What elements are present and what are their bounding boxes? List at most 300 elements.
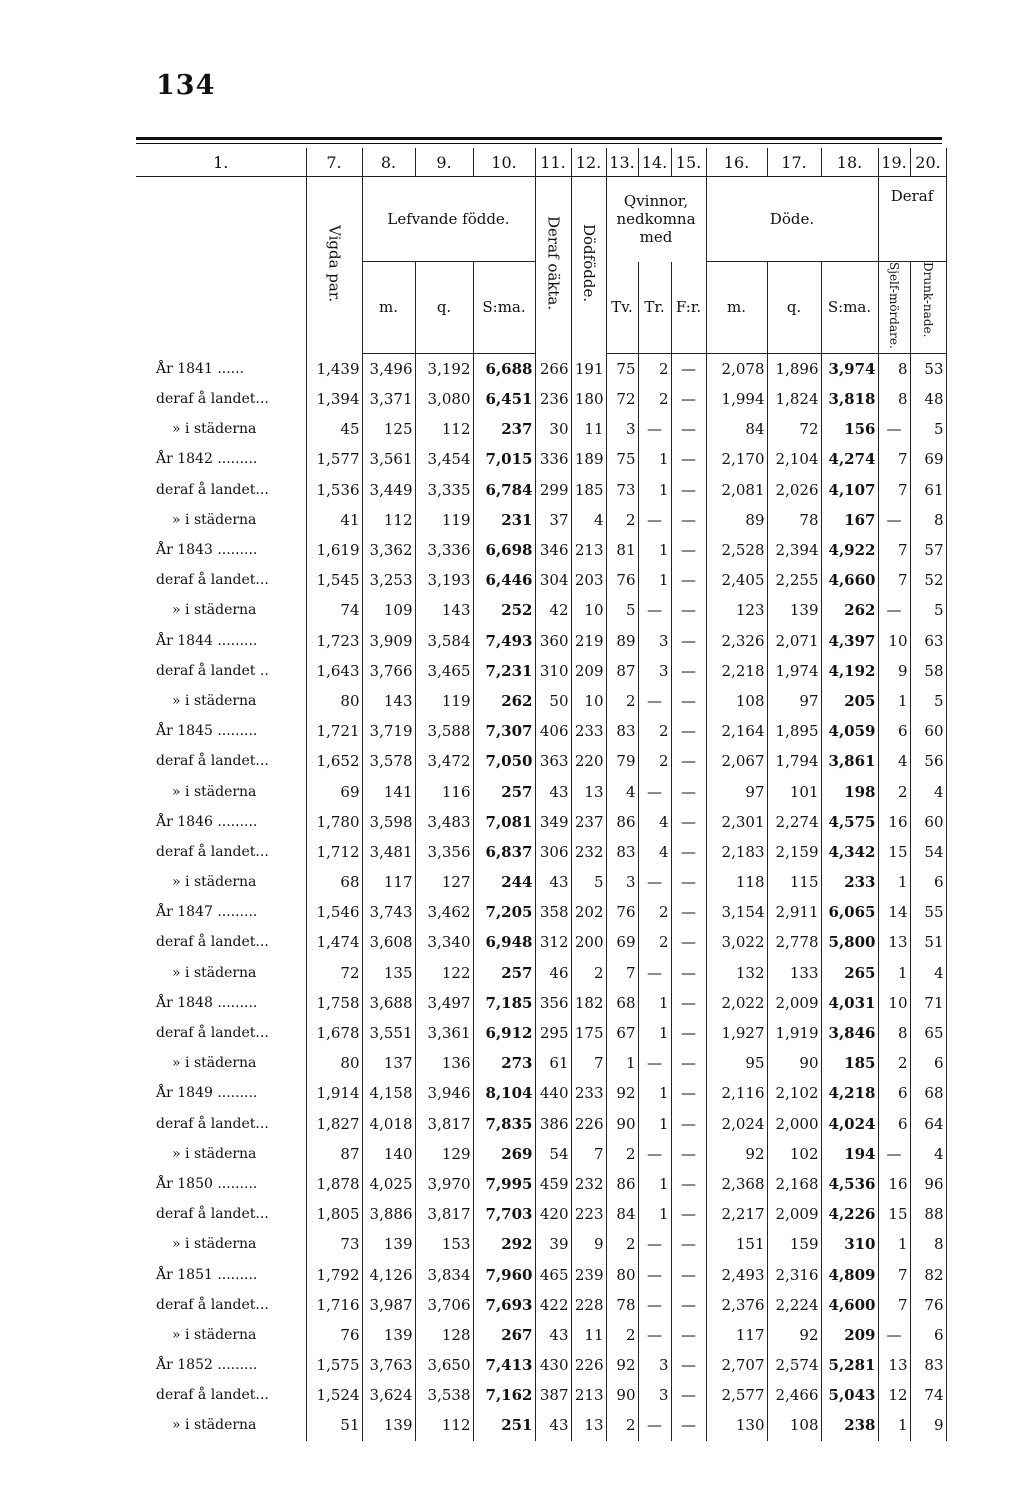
- table-cell: 7,162: [473, 1380, 535, 1410]
- table-cell: 4,126: [362, 1259, 415, 1289]
- table-cell: 74: [306, 595, 362, 625]
- table-cell: 143: [415, 595, 473, 625]
- table-cell: —: [638, 776, 671, 806]
- table-cell: 2,301: [706, 807, 767, 837]
- table-cell: 109: [362, 595, 415, 625]
- table-cell: 67: [606, 1018, 638, 1048]
- table-cell: 2: [571, 958, 606, 988]
- table-cell: 76: [910, 1290, 946, 1320]
- table-cell: 14: [878, 897, 910, 927]
- table-cell: 3,497: [415, 988, 473, 1018]
- table-cell: 1,994: [706, 384, 767, 414]
- table-cell: 202: [571, 897, 606, 927]
- table-cell: 1: [638, 1169, 671, 1199]
- column-number: 12.: [571, 148, 606, 177]
- table-cell: —: [638, 1229, 671, 1259]
- table-cell: 1: [638, 535, 671, 565]
- table-cell: 9: [571, 1229, 606, 1259]
- table-cell: 5: [606, 595, 638, 625]
- table-cell: 72: [606, 384, 638, 414]
- table-cell: 185: [821, 1048, 878, 1078]
- table-cell: —: [671, 1380, 706, 1410]
- table-cell: 3,080: [415, 384, 473, 414]
- table-cell: 64: [910, 1108, 946, 1138]
- table-cell: 356: [535, 988, 571, 1018]
- table-cell: 8: [910, 505, 946, 535]
- table-cell: 2,159: [767, 837, 821, 867]
- table-cell: 346: [535, 535, 571, 565]
- table-cell: 4,536: [821, 1169, 878, 1199]
- table-cell: 71: [910, 988, 946, 1018]
- column-number: 14.: [638, 148, 671, 177]
- table-cell: 43: [535, 867, 571, 897]
- table-cell: 2: [606, 686, 638, 716]
- table-cell: —: [671, 1018, 706, 1048]
- table-cell: 2,778: [767, 927, 821, 957]
- table-cell: 420: [535, 1199, 571, 1229]
- row-label: » i städerna: [136, 595, 306, 625]
- table-cell: 304: [535, 565, 571, 595]
- table-cell: 3,483: [415, 807, 473, 837]
- table-cell: —: [671, 656, 706, 686]
- table-cell: 13: [571, 776, 606, 806]
- table-cell: 97: [706, 776, 767, 806]
- table-cell: —: [671, 1410, 706, 1440]
- table-cell: 82: [910, 1259, 946, 1289]
- label-header-blank: [136, 177, 306, 354]
- table-cell: 2,274: [767, 807, 821, 837]
- row-label: År 1841 ......: [136, 353, 306, 384]
- table-cell: 46: [535, 958, 571, 988]
- table-cell: 358: [535, 897, 571, 927]
- table-cell: 3,192: [415, 353, 473, 384]
- table-cell: —: [671, 958, 706, 988]
- table-cell: 3,454: [415, 444, 473, 474]
- header-dode-sma: S:ma.: [821, 262, 878, 354]
- table-cell: 1,652: [306, 746, 362, 776]
- table-cell: 128: [415, 1320, 473, 1350]
- table-cell: 2,911: [767, 897, 821, 927]
- table-cell: 3,253: [362, 565, 415, 595]
- table-cell: 237: [473, 414, 535, 444]
- table-cell: 3,688: [362, 988, 415, 1018]
- table-cell: 102: [767, 1139, 821, 1169]
- table-row: [136, 505, 946, 535]
- table-cell: 1: [878, 1229, 910, 1259]
- table-cell: 68: [910, 1078, 946, 1108]
- table-cell: 4: [910, 776, 946, 806]
- table-cell: 75: [606, 353, 638, 384]
- column-number: 11.: [535, 148, 571, 177]
- table-row: [136, 444, 946, 474]
- table-cell: 3,624: [362, 1380, 415, 1410]
- table-cell: 266: [535, 353, 571, 384]
- row-label: deraf å landet...: [136, 1018, 306, 1048]
- table-cell: 3,193: [415, 565, 473, 595]
- table-cell: 90: [606, 1108, 638, 1138]
- table-row: [136, 656, 946, 686]
- table-cell: 9: [878, 656, 910, 686]
- table-cell: 119: [415, 686, 473, 716]
- table-cell: 123: [706, 595, 767, 625]
- table-row: [136, 1018, 946, 1048]
- table-cell: 465: [535, 1259, 571, 1289]
- table-cell: 1,619: [306, 535, 362, 565]
- statistics-table: [136, 148, 947, 1441]
- table-cell: 262: [821, 595, 878, 625]
- table-cell: 80: [306, 686, 362, 716]
- table-cell: 1,927: [706, 1018, 767, 1048]
- table-cell: 6: [878, 1078, 910, 1108]
- table-cell: 135: [362, 958, 415, 988]
- table-cell: 1: [878, 958, 910, 988]
- table-cell: 3,022: [706, 927, 767, 957]
- header-fodde-sma: S:ma.: [473, 262, 535, 354]
- table-cell: 1,577: [306, 444, 362, 474]
- table-cell: 1,536: [306, 475, 362, 505]
- table-row: [136, 807, 946, 837]
- table-cell: —: [671, 384, 706, 414]
- table-cell: 3,496: [362, 353, 415, 384]
- table-row: [136, 595, 946, 625]
- table-cell: 43: [535, 1320, 571, 1350]
- row-label: År 1846 .........: [136, 807, 306, 837]
- row-label: År 1851 .........: [136, 1259, 306, 1289]
- table-cell: 97: [767, 686, 821, 716]
- table-cell: 233: [571, 716, 606, 746]
- table-cell: 136: [415, 1048, 473, 1078]
- table-cell: 48: [910, 384, 946, 414]
- table-cell: 72: [306, 958, 362, 988]
- table-cell: 5,281: [821, 1350, 878, 1380]
- table-row: [136, 1139, 946, 1169]
- table-cell: 132: [706, 958, 767, 988]
- table-cell: 92: [767, 1320, 821, 1350]
- table-row: [136, 1410, 946, 1440]
- table-row: [136, 897, 946, 927]
- table-cell: —: [671, 867, 706, 897]
- table-cell: 3: [638, 625, 671, 655]
- table-cell: 180: [571, 384, 606, 414]
- header-fodde-q: q.: [415, 262, 473, 354]
- table-cell: 73: [606, 475, 638, 505]
- table-cell: 60: [910, 716, 946, 746]
- table-cell: 1,678: [306, 1018, 362, 1048]
- header-qvinnor: Qvinnor, nedkomna med: [606, 177, 706, 262]
- table-row: [136, 384, 946, 414]
- table-cell: 209: [571, 656, 606, 686]
- table-cell: 90: [767, 1048, 821, 1078]
- header-fodde-m: m.: [362, 262, 415, 354]
- table-cell: 2,067: [706, 746, 767, 776]
- row-label: deraf å landet...: [136, 565, 306, 595]
- table-cell: 262: [473, 686, 535, 716]
- table-cell: 4,192: [821, 656, 878, 686]
- table-cell: 10: [878, 625, 910, 655]
- table-cell: 30: [535, 414, 571, 444]
- table-cell: —: [671, 1078, 706, 1108]
- header-tr: Tr.: [638, 262, 671, 354]
- table-cell: —: [671, 837, 706, 867]
- table-cell: 5: [910, 595, 946, 625]
- table-cell: 6,912: [473, 1018, 535, 1048]
- table-cell: 2,024: [706, 1108, 767, 1138]
- table-cell: 7: [571, 1139, 606, 1169]
- table-cell: 7,835: [473, 1108, 535, 1138]
- table-cell: 3,336: [415, 535, 473, 565]
- table-cell: —: [671, 1139, 706, 1169]
- table-cell: 156: [821, 414, 878, 444]
- table-cell: 3,834: [415, 1259, 473, 1289]
- table-cell: —: [671, 927, 706, 957]
- table-cell: 2,164: [706, 716, 767, 746]
- table-cell: 3,706: [415, 1290, 473, 1320]
- row-label: År 1848 .........: [136, 988, 306, 1018]
- table-row: [136, 1169, 946, 1199]
- table-cell: 54: [535, 1139, 571, 1169]
- table-row: [136, 1048, 946, 1078]
- table-cell: 3,449: [362, 475, 415, 505]
- table-cell: 11: [571, 414, 606, 444]
- row-label: deraf å landet...: [136, 837, 306, 867]
- table-cell: 127: [415, 867, 473, 897]
- table-cell: 200: [571, 927, 606, 957]
- table-cell: —: [638, 867, 671, 897]
- table-cell: 360: [535, 625, 571, 655]
- table-cell: 1: [638, 1018, 671, 1048]
- table-cell: 237: [571, 807, 606, 837]
- table-cell: 312: [535, 927, 571, 957]
- table-row: [136, 867, 946, 897]
- table-cell: 213: [571, 535, 606, 565]
- table-cell: 4: [910, 1139, 946, 1169]
- table-cell: —: [638, 1139, 671, 1169]
- table-cell: 203: [571, 565, 606, 595]
- table-cell: 7,493: [473, 625, 535, 655]
- column-number: 7.: [306, 148, 362, 177]
- table-cell: —: [671, 414, 706, 444]
- table-cell: 10: [571, 595, 606, 625]
- table-cell: —: [878, 414, 910, 444]
- table-cell: 1,545: [306, 565, 362, 595]
- table-cell: 7,205: [473, 897, 535, 927]
- table-cell: 1,792: [306, 1259, 362, 1289]
- table-cell: 1,827: [306, 1108, 362, 1138]
- table-cell: 87: [306, 1139, 362, 1169]
- table-row: [136, 1199, 946, 1229]
- table-row: [136, 353, 946, 384]
- table-cell: 306: [535, 837, 571, 867]
- table-cell: 117: [362, 867, 415, 897]
- table-cell: —: [671, 1320, 706, 1350]
- row-label: deraf å landet...: [136, 1199, 306, 1229]
- table-cell: —: [671, 625, 706, 655]
- table-cell: 122: [415, 958, 473, 988]
- table-cell: 115: [767, 867, 821, 897]
- table-row: [136, 625, 946, 655]
- table-cell: 12: [878, 1380, 910, 1410]
- table-cell: 1: [606, 1048, 638, 1078]
- table-cell: 265: [821, 958, 878, 988]
- table-row: [136, 1229, 946, 1259]
- table-cell: 2,078: [706, 353, 767, 384]
- table-cell: —: [671, 353, 706, 384]
- table-cell: 4,107: [821, 475, 878, 505]
- table-row: [136, 1078, 946, 1108]
- table-cell: 2,405: [706, 565, 767, 595]
- table-cell: 5,800: [821, 927, 878, 957]
- table-cell: 75: [606, 444, 638, 474]
- table-cell: 90: [606, 1380, 638, 1410]
- table-cell: 101: [767, 776, 821, 806]
- table-cell: 80: [306, 1048, 362, 1078]
- table-cell: 3,340: [415, 927, 473, 957]
- row-label: deraf å landet ..: [136, 656, 306, 686]
- table-cell: 81: [606, 535, 638, 565]
- table-cell: —: [638, 1048, 671, 1078]
- table-cell: —: [671, 1199, 706, 1229]
- header-dode-q: q.: [767, 262, 821, 354]
- table-cell: 1,758: [306, 988, 362, 1018]
- table-cell: 4,809: [821, 1259, 878, 1289]
- table-cell: 139: [362, 1410, 415, 1440]
- table-cell: 406: [535, 716, 571, 746]
- table-cell: 2,707: [706, 1350, 767, 1380]
- table-cell: 69: [910, 444, 946, 474]
- column-number: 13.: [606, 148, 638, 177]
- table-cell: 2,009: [767, 1199, 821, 1229]
- table-cell: 3,743: [362, 897, 415, 927]
- table-cell: 1: [878, 867, 910, 897]
- table-cell: 86: [606, 1169, 638, 1199]
- table-row: [136, 837, 946, 867]
- header-lefvande-fodde: Lefvande födde.: [362, 177, 535, 262]
- table-cell: —: [638, 686, 671, 716]
- table-cell: 213: [571, 1380, 606, 1410]
- table-row: [136, 565, 946, 595]
- table-cell: 65: [910, 1018, 946, 1048]
- table-cell: 2: [638, 716, 671, 746]
- table-cell: —: [671, 988, 706, 1018]
- table-cell: 8,104: [473, 1078, 535, 1108]
- table-cell: —: [671, 505, 706, 535]
- table-cell: 139: [362, 1229, 415, 1259]
- table-cell: 3,608: [362, 927, 415, 957]
- table-cell: —: [638, 1259, 671, 1289]
- table-cell: 2,577: [706, 1380, 767, 1410]
- table-cell: 1,878: [306, 1169, 362, 1199]
- table-cell: 292: [473, 1229, 535, 1259]
- table-cell: 95: [706, 1048, 767, 1078]
- table-cell: 133: [767, 958, 821, 988]
- table-cell: 336: [535, 444, 571, 474]
- table-cell: 1,896: [767, 353, 821, 384]
- table-cell: —: [671, 1048, 706, 1078]
- table-cell: 2,168: [767, 1169, 821, 1199]
- table-cell: 3,472: [415, 746, 473, 776]
- table-cell: 60: [910, 807, 946, 837]
- table-cell: 257: [473, 958, 535, 988]
- table-cell: 112: [362, 505, 415, 535]
- table-row: [136, 1259, 946, 1289]
- table-cell: 125: [362, 414, 415, 444]
- table-cell: 244: [473, 867, 535, 897]
- table-cell: 1,805: [306, 1199, 362, 1229]
- table-cell: 92: [606, 1350, 638, 1380]
- table-cell: 2,071: [767, 625, 821, 655]
- table-cell: 58: [910, 656, 946, 686]
- table-cell: 119: [415, 505, 473, 535]
- column-number: 17.: [767, 148, 821, 177]
- table-cell: —: [638, 414, 671, 444]
- header-deraf-oakta: Deraf oäkta.: [535, 177, 571, 354]
- table-cell: 3,650: [415, 1350, 473, 1380]
- row-label: deraf å landet...: [136, 384, 306, 414]
- table-cell: 108: [706, 686, 767, 716]
- table-cell: 1: [638, 988, 671, 1018]
- row-label: » i städerna: [136, 776, 306, 806]
- table-cell: —: [638, 958, 671, 988]
- table-cell: 310: [535, 656, 571, 686]
- table-cell: 1,824: [767, 384, 821, 414]
- table-cell: 140: [362, 1139, 415, 1169]
- column-number: 19.: [878, 148, 910, 177]
- table-cell: 4,031: [821, 988, 878, 1018]
- table-cell: 3,588: [415, 716, 473, 746]
- table-cell: 1,716: [306, 1290, 362, 1320]
- table-row: [136, 746, 946, 776]
- table-cell: 83: [606, 837, 638, 867]
- table-cell: 13: [571, 1410, 606, 1440]
- table-cell: 2,081: [706, 475, 767, 505]
- table-cell: 2: [606, 505, 638, 535]
- table-cell: 232: [571, 1169, 606, 1199]
- table-row: [136, 958, 946, 988]
- row-label: År 1845 .........: [136, 716, 306, 746]
- table-cell: 7: [878, 1259, 910, 1289]
- table-cell: 7: [571, 1048, 606, 1078]
- table-cell: 8: [878, 1018, 910, 1048]
- table-cell: 10: [878, 988, 910, 1018]
- table-cell: 349: [535, 807, 571, 837]
- table-cell: 10: [571, 686, 606, 716]
- table-cell: 1,721: [306, 716, 362, 746]
- header-sjelfmordare: Sjelf-mördare.: [878, 262, 910, 354]
- table-cell: 251: [473, 1410, 535, 1440]
- table-cell: 50: [535, 686, 571, 716]
- table-cell: —: [638, 595, 671, 625]
- table-cell: 1: [878, 1410, 910, 1440]
- table-cell: 228: [571, 1290, 606, 1320]
- table-cell: 2: [638, 353, 671, 384]
- table-cell: 6,451: [473, 384, 535, 414]
- table-cell: 2,224: [767, 1290, 821, 1320]
- table-cell: 257: [473, 776, 535, 806]
- table-cell: 209: [821, 1320, 878, 1350]
- table-cell: 8: [878, 384, 910, 414]
- table-cell: 2,183: [706, 837, 767, 867]
- table-cell: 61: [910, 475, 946, 505]
- table-cell: 4,397: [821, 625, 878, 655]
- table-cell: —: [878, 1139, 910, 1169]
- table-cell: 198: [821, 776, 878, 806]
- column-number: 15.: [671, 148, 706, 177]
- table-cell: 2,170: [706, 444, 767, 474]
- table-cell: —: [671, 475, 706, 505]
- table-cell: 1: [878, 686, 910, 716]
- table-cell: 233: [571, 1078, 606, 1108]
- table-cell: 363: [535, 746, 571, 776]
